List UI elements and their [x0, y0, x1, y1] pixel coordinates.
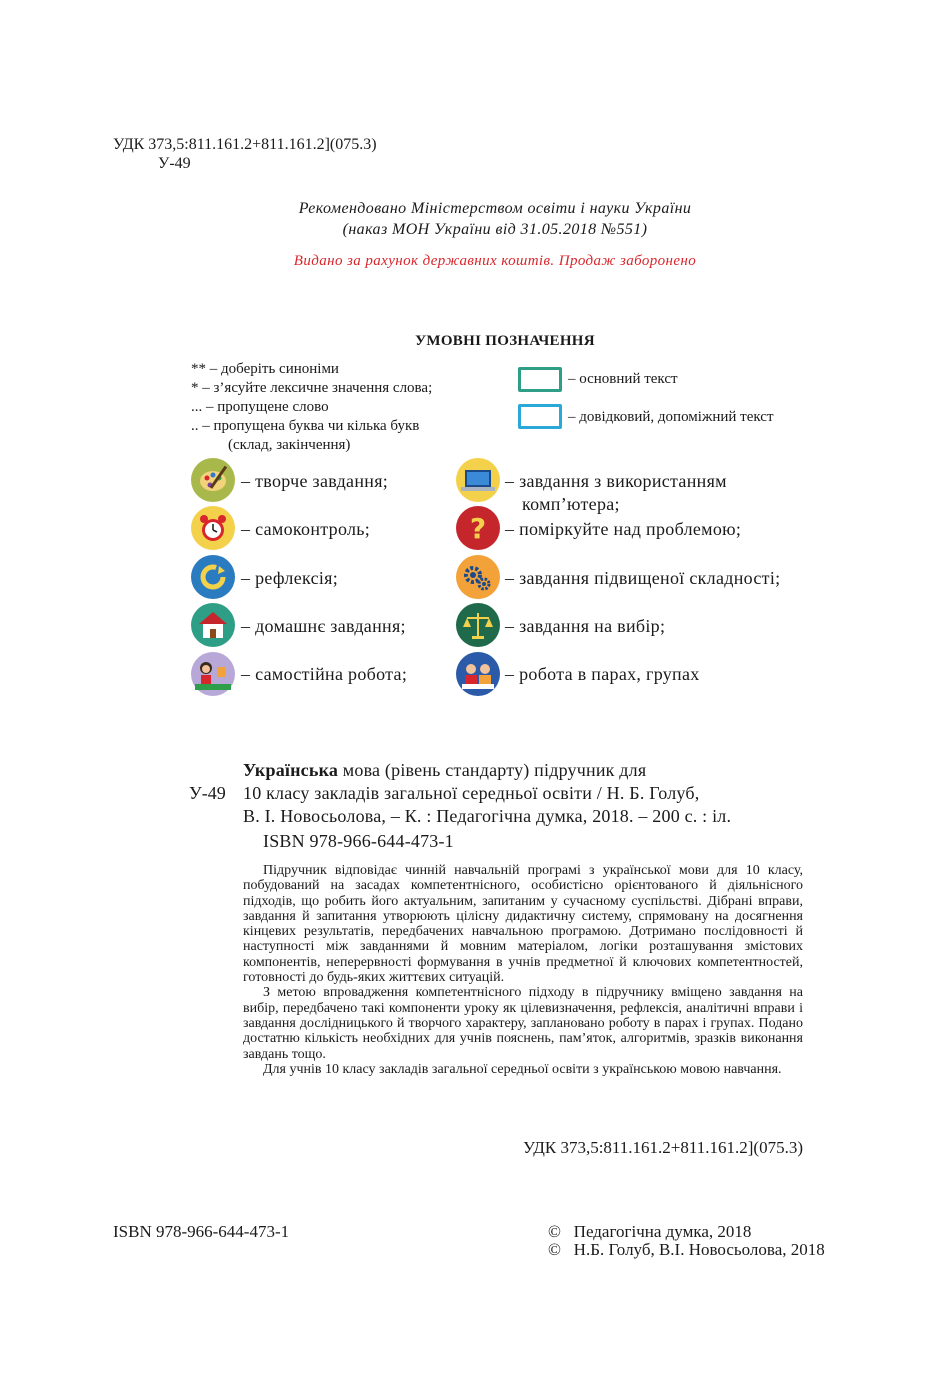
main-text-box [518, 367, 562, 392]
book-code: У-49 [189, 783, 226, 803]
copyright-publisher: © Педагогічна думка, 2018 [548, 1222, 752, 1241]
abstract-paragraph: Підручник відповідає чинній навчальній програмі з української мови для 10 класу, побудований на засадах компетентнісного, особистісно орієнтованого й діяльнісного підходів, що робить його актуальним, запитаним у сучасному суспільстві. Дібрані вправи, завдання й запитання утворюють цілісну дидактичну систему, спрямовану на досягнення кінцевих результатів, передбачених навчальною програмою. Дотримано послідовності й наступності між завданнями й мовним матеріалом, логіки розташування змістових компонентів, неперервності формування в учнів предметної й ключових компетентностей, готовності до будь-яких життєвих ситуацій. [243, 863, 803, 986]
self-control-label: – самоконтроль; [241, 519, 371, 539]
independent-work-label: – самостійна робота; [241, 664, 408, 684]
legend-symbol: * – з’ясуйте лексичне значення слова; [191, 380, 433, 396]
think-problem-label: – поміркуйте над проблемою; [505, 519, 742, 539]
computer-task-label: – завдання з використанням [505, 471, 727, 491]
udk-code: УДК 373,5:811.161.2+811.161.2](075.3) [113, 136, 377, 153]
main-text-label: – основний текст [568, 371, 678, 387]
book-title-bold: Українська [243, 760, 339, 780]
recommendation-line: Рекомендовано Міністерством освіти і науки України [298, 200, 692, 217]
choice-task-label: – завдання на вибір; [505, 616, 666, 636]
abstract-paragraph: Для учнів 10 класу закладів загальної середньої освіти з українською мовою навчання. [263, 1061, 782, 1077]
gears-icon [456, 555, 500, 599]
legend-symbol: (склад, закінчення) [228, 437, 351, 453]
computer-task-label-cont: комп’ютера; [522, 494, 620, 514]
alarm-clock-icon [191, 506, 235, 550]
reflection-arrow-icon [191, 555, 235, 599]
reference-text-label: – довідковий, допоміжний текст [568, 409, 774, 425]
laptop-icon [456, 458, 500, 502]
udk-index: У-49 [158, 155, 191, 172]
legend-title: УМОВНІ ПОЗНАЧЕННЯ [415, 333, 595, 349]
svg-text:?: ? [469, 512, 487, 545]
advanced-task-label: – завдання підвищеної складності; [505, 568, 781, 588]
book-line3: В. І. Новосьолова, – К. : Педагогічна думка, 2018. – 200 с. : іл. [243, 806, 732, 826]
state-funded-notice: Видано за рахунок державних коштів. Продаж заборонено [293, 253, 697, 269]
abstract [243, 863, 803, 1077]
book-line2: 10 класу закладів загальної середньої освіти / Н. Б. Голуб, [243, 783, 700, 803]
reflection-label: – рефлексія; [241, 568, 339, 588]
book-title-rest: мова (рівень стандарту) підручник для [338, 760, 647, 780]
book-isbn: ISBN 978-966-644-473-1 [263, 831, 454, 851]
reference-text-box [518, 404, 562, 429]
student-reading-icon [191, 652, 235, 696]
legend-symbol: .. – пропущена буква чи кілька букв [191, 418, 420, 434]
house-icon [191, 603, 235, 647]
footer-isbn: ISBN 978-966-644-473-1 [113, 1222, 290, 1241]
book-title-line [243, 759, 803, 782]
legend-symbol: ** – доберіть синоніми [191, 361, 339, 377]
recommendation-order: (наказ МОН України від 31.05.2018 №551) [342, 221, 648, 238]
abstract-udk: УДК 373,5:811.161.2+811.161.2](075.3) [522, 1138, 803, 1157]
copyright-authors: © Н.Б. Голуб, В.І. Новосьолова, 2018 [548, 1240, 825, 1259]
pair-work-label: – робота в парах, групах [505, 664, 700, 684]
legend-symbol: ... – пропущене слово [191, 399, 329, 415]
question-mark-icon [456, 506, 500, 550]
palette-icon [191, 458, 235, 502]
creative-task-label: – творче завдання; [241, 471, 389, 491]
scales-icon [456, 603, 500, 647]
group-people-icon [456, 652, 500, 696]
homework-label: – домашнє завдання; [241, 616, 406, 636]
abstract-paragraph: З метою впровадження компетентнісного підходу в підручнику вміщено завдання на вибір, передбачено такі компоненти уроку як цілевизначення, рефлексія, аналітичні вправи і завдання дослідницького й творчого характеру, заплановано роботу в парах і групах. Подано достатню кількість необхідних для учнів пояснень, пам’яток, алгоритмів, зразків виконання завдань тощо. [243, 985, 803, 1062]
